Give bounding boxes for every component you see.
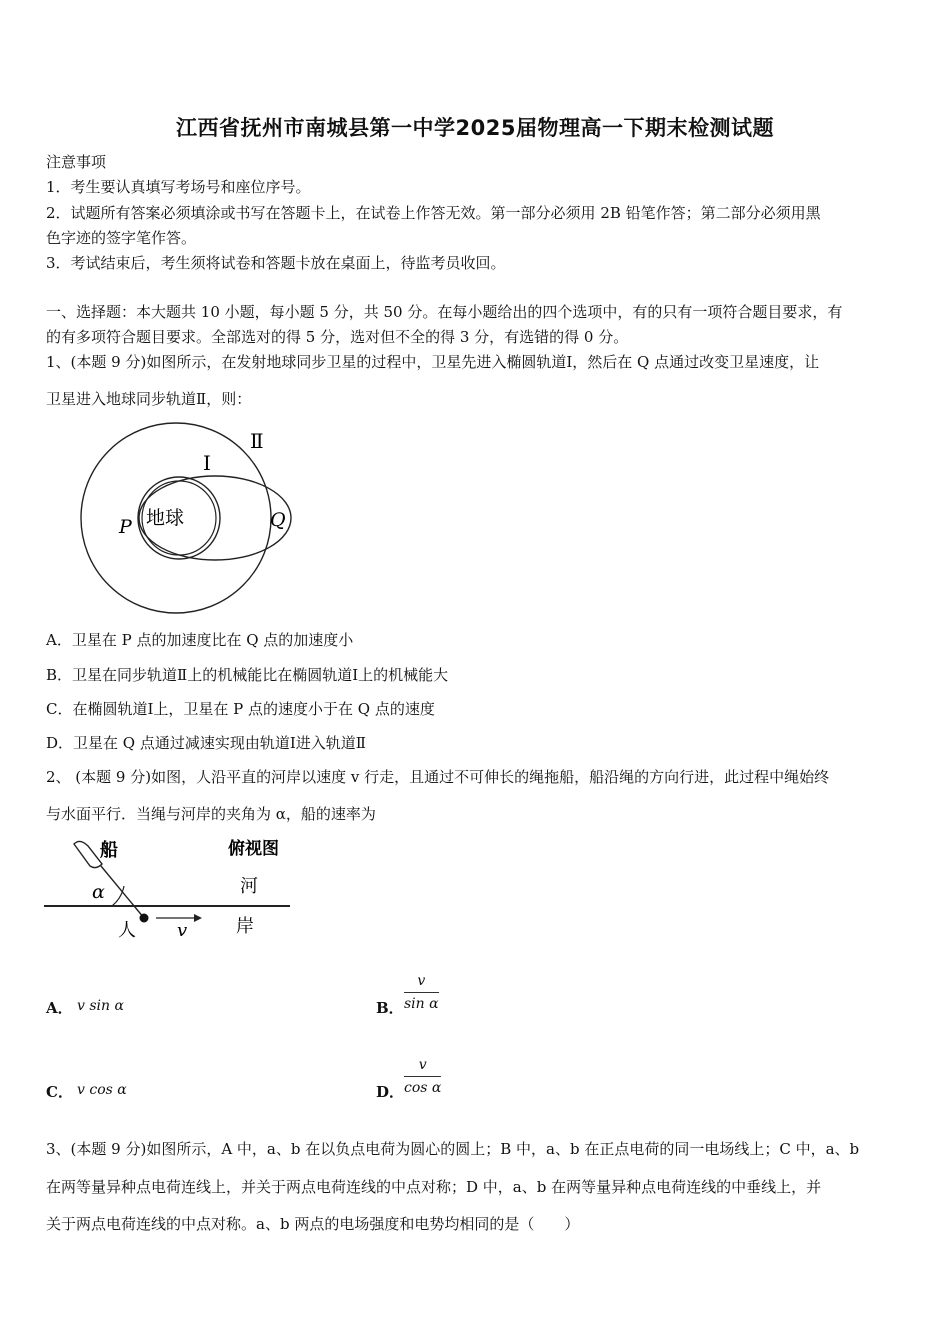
velocity-arrow-head <box>194 914 202 922</box>
notice-item-1: 1．考生要认真填写考场号和座位序号。 <box>46 178 311 196</box>
q2-option-d-denominator: cos α <box>404 1080 442 1096</box>
river-label: 河 <box>240 876 258 897</box>
q2-option-c-label: C． <box>46 1083 73 1101</box>
velocity-label: v <box>177 920 188 941</box>
q2-option-b-fraction <box>404 973 439 1012</box>
view-label: 俯视图 <box>228 839 279 859</box>
earth-label: 地球 <box>146 507 185 529</box>
boat-figure <box>44 832 304 947</box>
q2-option-d-numerator: v <box>404 1057 441 1077</box>
q2-option-b-label: B． <box>376 999 404 1017</box>
notice-heading: 注意事项 <box>46 153 107 171</box>
person-dot <box>140 914 149 923</box>
section-intro-line1: 一、选择题：本大题共 10 小题，每小题 5 分，共 50 分。在每小题给出的四个选项中，有的只有一项符合题目要求，有 <box>46 303 843 321</box>
person-label: 人 <box>118 920 136 941</box>
q2-stem-line1: 2、 (本题 9 分)如图，人沿平直的河岸以速度 v 行走，且通过不可伸长的绳拖船，船沿绳的方向行进，此过程中绳始终 <box>46 768 830 786</box>
orbit-figure <box>70 420 310 620</box>
q1-stem-line2: 卫星进入地球同步轨道Ⅱ，则： <box>46 390 252 408</box>
section-intro-line2: 的有多项符合题目要求。全部选对的得 5 分，选对但不全的得 3 分，有选错的得 0 分。 <box>46 328 629 346</box>
point-p-label: P <box>119 516 132 538</box>
notice-item-2: 2．试题所有答案必须填涂或书写在答题卡上，在试卷上作答无效。第一部分必须用 2B 铅笔作答；第二部分必须用黑 <box>46 204 821 222</box>
q1-stem-line1: 1、(本题 9 分)如图所示，在发射地球同步卫星的过程中，卫星先进入椭圆轨道Ⅰ，然后在 Q 点通过改变卫星速度，让 <box>46 353 820 371</box>
q3-stem-line2: 在两等量异种点电荷连线上，并关于两点电荷连线的中点对称；D 中，a、b 在两等量异种点电荷连线的中垂线上，并 <box>46 1178 822 1196</box>
angle-label: α <box>92 881 105 903</box>
boat-shape <box>74 841 102 867</box>
q1-option-c: C．在椭圆轨道Ⅰ上，卫星在 P 点的速度小于在 Q 点的速度 <box>46 700 435 718</box>
notice-item-2-cont: 色字迹的签字笔作答。 <box>46 229 197 247</box>
q2-option-c-expr: v cos α <box>77 1082 127 1098</box>
q1-option-d: D．卫星在 Q 点通过减速实现由轨道Ⅰ进入轨道Ⅱ <box>46 734 366 752</box>
q1-option-a: A．卫星在 P 点的加速度比在 Q 点的加速度小 <box>46 631 354 649</box>
page-title: 江西省抚州市南城县第一中学2025届物理高一下期末检测试题 <box>176 116 774 140</box>
q2-option-b-numerator: v <box>404 973 439 993</box>
orbit-2-label: Ⅱ <box>250 429 264 453</box>
q2-option-a-expr: v sin α <box>77 998 124 1014</box>
angle-arc <box>112 886 124 906</box>
point-q-label: Q <box>270 509 286 531</box>
notice-item-3: 3．考试结束后，考生须将试卷和答题卡放在桌面上，待监考员收回。 <box>46 254 506 272</box>
q3-stem-line1: 3、(本题 9 分)如图所示，A 中，a、b 在以负点电荷为圆心的圆上；B 中，a、b 在正点电荷的同一电场线上；C 中，a、b <box>46 1140 860 1158</box>
q2-stem-line2: 与水面平行．当绳与河岸的夹角为 α，船的速率为 <box>46 805 376 823</box>
q3-stem-line3: 关于两点电荷连线的中点对称。a、b 两点的电场强度和电势均相同的是（ ） <box>46 1215 580 1233</box>
boat-label: 船 <box>100 840 118 861</box>
q2-option-d-label: D． <box>376 1083 405 1101</box>
bank-label: 岸 <box>236 916 254 937</box>
q1-option-b: B．卫星在同步轨道Ⅱ上的机械能比在椭圆轨道Ⅰ上的机械能大 <box>46 666 449 684</box>
q2-option-b-denominator: sin α <box>404 996 439 1012</box>
orbit-1-label: Ⅰ <box>203 451 211 475</box>
q2-option-d-fraction <box>404 1057 441 1096</box>
q2-option-a-label: A． <box>46 999 73 1017</box>
